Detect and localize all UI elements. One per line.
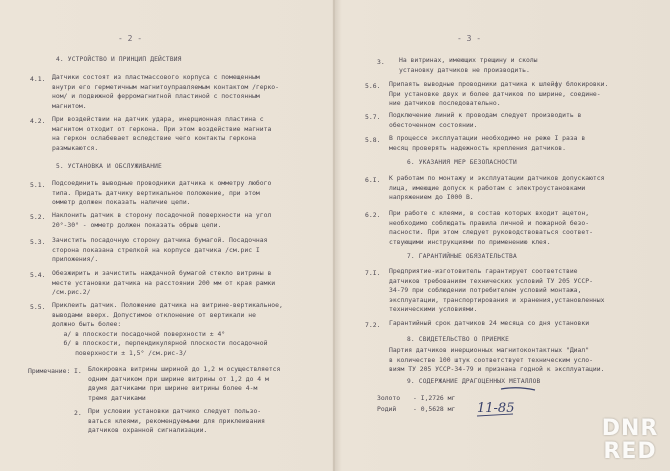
left-page	[0, 0, 333, 471]
section-4-title: 4. УСТРОЙСТВО И ПРИНЦИП ДЕЙСТВИЯ	[56, 56, 182, 63]
item-text: В процессе эксплуатации необходимо не реже I раза в месяц проверять надежность крепления датчиков.	[389, 134, 586, 152]
item-number: 7.I.	[365, 269, 381, 277]
item-text: Предприятие-изготовитель гарантирует соответствие датчиков требованиям технических условий ТУ 205 УССР- 34-79 при соблюдении потребителем условий монтажа, эксплуатации, транспортирования и хранения,установленных техническими условиями.	[389, 267, 605, 314]
item-number: 5.4.	[30, 271, 46, 279]
item-number: 5.6.	[365, 82, 381, 90]
section-5-title: 5. УСТАНОВКА И ОБСЛУЖИВАНИЕ	[56, 163, 162, 170]
item-number: 4.1.	[30, 75, 46, 83]
acceptance-text: Партия датчиков инерционных магнитоконтактных "Диал" в количестве 100 штук соответствует техническим усло- виям ТУ 205 УССР-34-79 и признана годной к эксплуатации.	[389, 346, 605, 374]
handwritten-date: 11-85	[477, 401, 515, 416]
item-number: 6.I.	[365, 176, 381, 184]
item-number: 5.3.	[30, 238, 46, 246]
note-text: При условии установки датчико следует пользо- ваться клеями, рекомендуемыми для приклеивания датчиков охранной сигнализации.	[88, 407, 265, 435]
rhodium-value: - 0,5628 мг	[413, 405, 456, 413]
item-text: Подсоединить выводные проводники датчика к омметру любого типа. Придать датчику вертикальное положение, при этом омметр должен показать наличие цепи.	[52, 179, 272, 207]
watermark-line-1: DNR	[601, 416, 659, 441]
item-number: 6.2.	[365, 211, 381, 219]
item-text: Приклеить датчик. Положение датчика на витрине-вертикальное, выводами вверх. Допустимое отклонение от вертикали не должно быть более: а/ в плоскости посадочной поверхности ± 4° б/ в плоскости, перпендикулярной плоскости посадочной поверхности ± 1,5° /см.рис-3/	[52, 301, 283, 357]
section-6-title: 6. УКАЗАНИЯ МЕР БЕЗОПАСНОСТИ	[407, 159, 517, 166]
rhodium-label: Родий	[377, 405, 397, 413]
page-fold	[333, 0, 335, 471]
section-9-title: 9. СОДЕРЖАНИЕ ДРАГОЦЕННЫХ МЕТАЛЛОВ	[407, 378, 541, 385]
page-number: - 3 -	[457, 34, 482, 43]
item-text: Зачистить посадочную сторону датчика бумагой. Посадочная сторона показана стрелкой на корпусе датчика /см.рис I приложения/.	[52, 236, 268, 264]
item-text: При работе с клеями, в состав которых входит ацетон, необходимо соблюдать правила личной и пожарной безо- пасности. При этом следует руководствоваться соответ- ствующими инструкциями по применению клея.	[389, 209, 593, 246]
gold-label: Золото	[377, 394, 401, 402]
item-text: К работам по монтажу и эксплуатации датчиков допускаются лица, имеющие допуск к работам с электроустановками напряжением до I000 В.	[389, 174, 605, 202]
gold-value: - I,2726 мг	[413, 394, 456, 402]
item-text: Подключение линий к проводам следует производить в обесточенном состоянии.	[389, 111, 582, 129]
note-number: I.	[74, 367, 82, 375]
item-text: Обезжирить и зачистить наждачной бумагой стекло витрины в месте установки датчика на расстоянии 200 мм от края рамки /см.рис.2/	[52, 269, 276, 297]
item-number: 5.7.	[365, 113, 381, 121]
note-text: Блокировка витрины шириной до 1,2 м осуществляется одним датчиком при ширине витрины от 1,2 до 4 м двумя датчиками при ширине витрины более 4-м тремя датчиками	[88, 365, 281, 402]
item-number: 5.2.	[30, 213, 46, 221]
item-number: 5.8.	[365, 136, 381, 144]
section-7-title: 7. ГАРАНТИЙНЫЕ ОБЯЗАТЕЛЬСТВА	[407, 253, 517, 260]
item-text: Припаять выводные проводники датчика к шлейфу блокировки. При установке двух и более датчиков по ширине, соедине- ние датчиков последовательно.	[389, 80, 609, 108]
item-text: При воздействии на датчик удара, инерционная пластина с магнитом отходит от геркона. При этом воздействие магнита на геркон ослабевает вследствие чего контакты геркона размыкаются.	[52, 115, 272, 152]
section-8-title: 8. СВИДЕТЕЛЬСТВО О ПРИЕМКЕ	[407, 336, 510, 343]
page-number: - 2 -	[118, 34, 143, 43]
item-number: 5.1.	[30, 181, 46, 189]
item-number: 5.5.	[30, 303, 46, 311]
item-number: 4.2.	[30, 117, 46, 125]
watermark-line-2: RED	[603, 439, 657, 464]
item-text: Гарантийный срок датчиков 24 месяца со дня установки	[389, 319, 590, 327]
note-label: Примечание:	[28, 367, 71, 375]
handwritten-stroke-icon	[473, 386, 543, 420]
note-number: 2.	[74, 409, 82, 417]
item-text: Датчики состоят из пластмассового корпуса с помещенным внутри его герметичным магнитоуправляемым контактом /геркo- ном/ и подвижной ферромагнитной пластиной с постоянным магнитом.	[52, 73, 280, 110]
item-number: 3.	[377, 58, 385, 66]
right-page	[337, 0, 670, 471]
watermark-logo	[594, 417, 666, 465]
item-number: 7.2.	[365, 321, 381, 329]
item-text: На витринах, имеющих трещину и сколы установку датчиков не производить.	[399, 56, 538, 74]
item-text: Наклонить датчик в сторону посадочной поверхности на угол 20°-30° - омметр должен показать обрыв цепи.	[52, 211, 272, 229]
